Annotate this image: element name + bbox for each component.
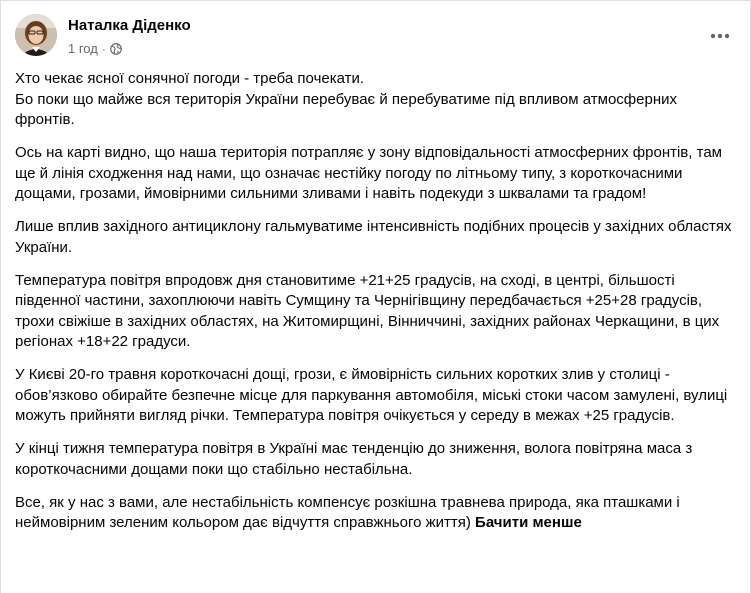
more-horizontal-icon [710,33,730,39]
post-paragraph: Температура повітря впродовж дня становитиме +21+25 градусів, на сході, в центрі, більшості південної частини, захоплюючи навіть Сумщину та Чернігівщину передбачається +25+28 градусів, трохи свіжіше в західних областях, на Житомирщині, Вінниччині, західних районах Черкащини, в цих регіонах +18+22 градуси. [15,271,720,350]
post-time[interactable]: 1 год [68,41,98,56]
post-paragraph-text: Все, як у нас з вами, але нестабільність компенсує розкішна травнева природа, яка пташками і неймовірним зеленим кольором дає відчуття справжнього життя) [15,493,680,531]
globe-icon [110,43,122,55]
author-name[interactable]: Наталка Діденко [68,17,191,34]
post-header [15,14,736,62]
post-text [15,69,740,546]
post-paragraph: Хто чекає ясної сонячної погоди - треба почекати. Бо поки що майже вся територія України перебуває й перебуватиме під впливом атмосферних фронтів. [15,70,677,128]
see-less-link[interactable]: Бачити менше [475,514,582,531]
post-paragraph: Лише вплив західного антициклону гальмуватиме інтенсивність подібних процесів у західних областях України. [15,218,732,256]
meta-separator: · [101,41,106,56]
post-paragraph: У Києві 20-го травня короткочасні дощі, грози, є ймовірність сильних коротких злив у столиці - обов’язково обирайте безпечне місце для паркування автомобіля, міські стоки часом замулені, вулиці можуть прийняти вигляд річки. Температура повітря очікується у середу в межах +25 градусів. [15,366,728,424]
author-avatar[interactable] [15,14,57,56]
post-paragraph: У кінці тижня температура повітря в Україні має тенденцію до зниження, волога повітряна маса з короткочасними дощами поки що стабільно нестабільна. [15,440,693,478]
post-meta [68,41,122,56]
post-paragraph: Ось на карті видно, що наша територія потрапляє у зону відповідальності атмосферних фронтів, там ще й лінія сходження над нами, що означає нестійку погоду по літньому типу, з короткочасними дощами, грозами, ймовірними сильними зливами і навіть подекуди з шквалами та градом! [15,144,722,202]
more-options-button[interactable] [704,20,736,52]
post-paragraph-last [15,493,740,534]
